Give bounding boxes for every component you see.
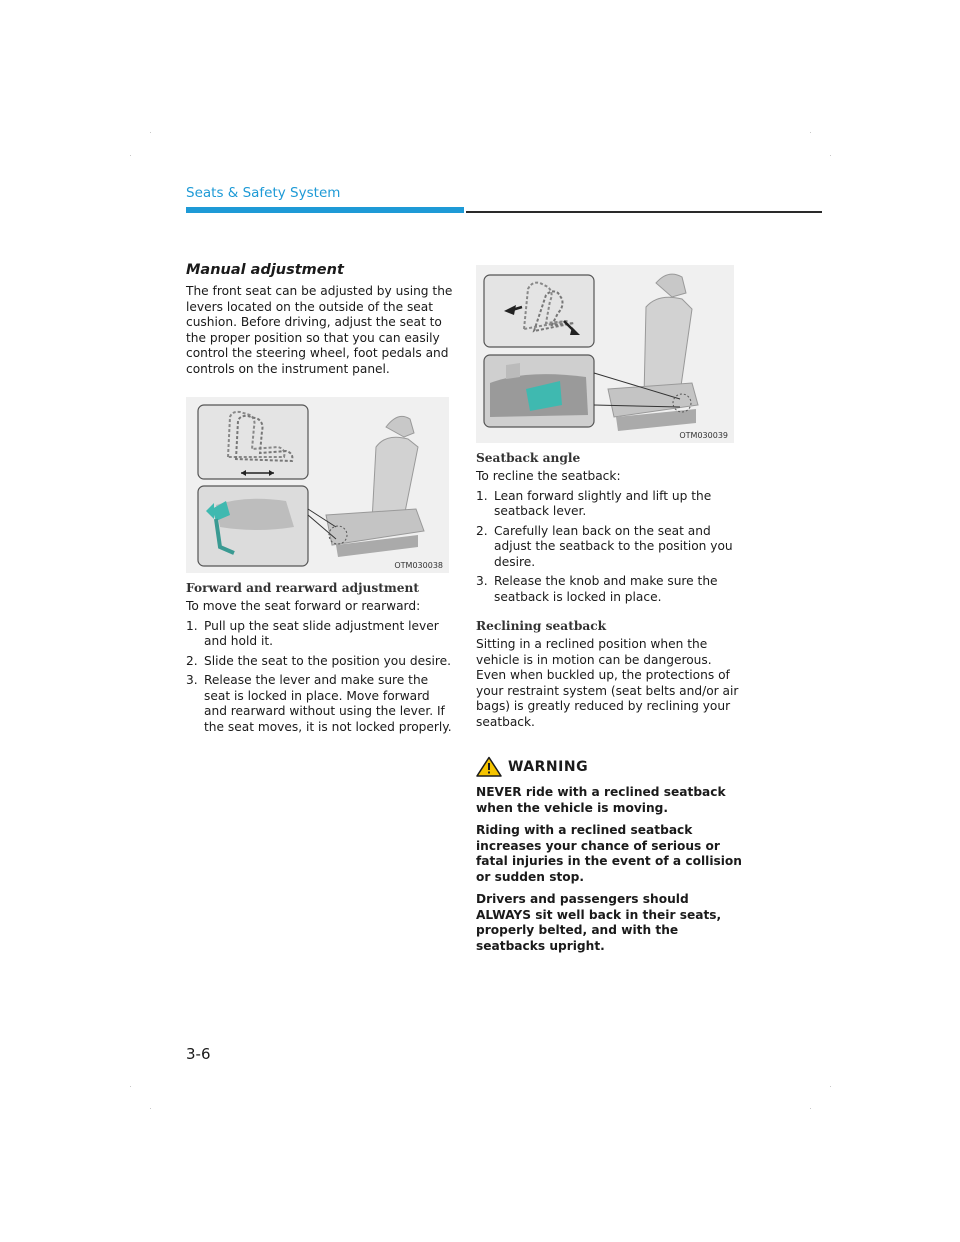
crop-mark — [810, 132, 811, 133]
figure-code: OTM030039 — [679, 431, 728, 440]
forward-steps — [186, 619, 454, 736]
section-title: Manual adjustment — [186, 262, 344, 278]
list-item: 1. Pull up the seat slide adjustment lever and hold it. — [186, 618, 439, 648]
reclining-paragraph: Sitting in a reclined position when the vehicle is in motion can be dangerous. Even when buckled up, the protections of your restraint system (seat belts and/or air bags) is greatly reduced by reclining your seatback. — [476, 637, 739, 729]
reclining-heading: Reclining seatback — [476, 619, 607, 633]
angle-heading: Seatback angle — [476, 451, 581, 465]
list-item: 3. Release the knob and make sure the seatback is locked in place. — [476, 574, 718, 604]
angle-steps — [476, 489, 744, 606]
seat-slide-illustration — [186, 397, 449, 573]
angle-lead: To recline the seatback: — [476, 469, 621, 483]
forward-lead: To move the seat forward or rearward: — [186, 599, 421, 613]
seatback-illustration — [476, 265, 734, 443]
crop-mark — [130, 1086, 131, 1087]
left-column — [186, 262, 454, 739]
warning-title: WARNING — [508, 758, 589, 775]
seatback-figure — [476, 265, 734, 443]
warning-paragraph: Drivers and passengers should ALWAYS sit well back in their seats, properly belted, and with the seatbacks upright. — [476, 892, 722, 953]
seat-slide-figure — [186, 397, 449, 573]
chapter-title: Seats & Safety System — [186, 185, 341, 201]
warning-paragraph: NEVER ride with a reclined seatback when the vehicle is moving. — [476, 785, 726, 815]
crop-mark — [130, 155, 131, 156]
figure-code: OTM030038 — [394, 561, 443, 570]
list-item: 2. Carefully lean back on the seat and adjust the seatback to the position you desire. — [476, 523, 733, 569]
header-accent-bar — [186, 207, 464, 213]
crop-mark — [150, 1108, 151, 1109]
warning-header — [476, 756, 744, 777]
warning-paragraph: Riding with a reclined seatback increases your chance of serious or fatal injuries in the event of a collision or sudden stop. — [476, 823, 742, 884]
crop-mark — [810, 1108, 811, 1109]
warning-triangle-icon — [476, 756, 502, 777]
header-rule — [466, 211, 822, 213]
list-item: 2. Slide the seat to the position you desire. — [186, 653, 451, 668]
intro-paragraph: The front seat can be adjusted by using the levers located on the outside of the seat cushion. Before driving, adjust the seat to the proper position so that you can easily control the steering wheel, foot pedals and controls on the instrument panel. — [186, 284, 453, 376]
crop-mark — [830, 155, 831, 156]
crop-mark — [830, 1086, 831, 1087]
page-number: 3-6 — [186, 1045, 211, 1063]
crop-mark — [150, 132, 151, 133]
forward-heading: Forward and rearward adjustment — [186, 581, 420, 595]
list-item: 3. Release the lever and make sure the seat is locked in place. Move forward and rearward without using the lever. If the seat moves, it is not locked properly. — [186, 673, 452, 734]
right-column — [476, 265, 744, 961]
list-item: 1. Lean forward slightly and lift up the seatback lever. — [476, 488, 712, 518]
